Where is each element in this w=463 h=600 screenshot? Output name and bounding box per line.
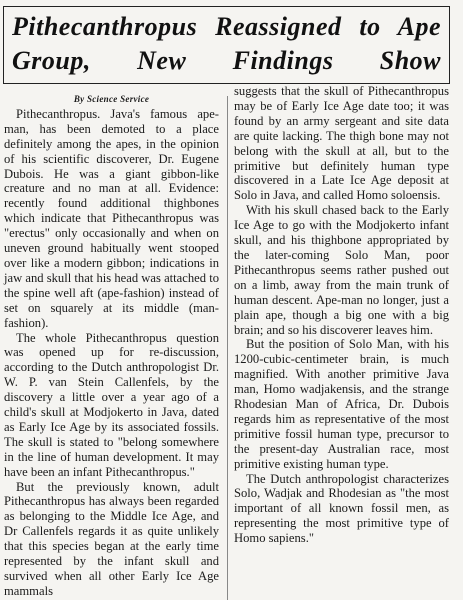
- paragraph: The Dutch anthropologist characterizes Solo, Wadjak and Rhodesian as "the most important of all known fossil men, as representing the most primitive type of Homo sapiens.": [234, 471, 449, 546]
- article-column-left: [4, 92, 219, 599]
- paragraph: Pithecanthropus. Java's famous ape-man, has been demoted to a place definitely among the apes, in the opinion of his scientific discoverer, Dr. Eugene Dubois. He was a giant gibbon-like creature and no man at all. Evidence: recently found additional thighbones which indicate that Pithecanthropus was "erectus" only occasionally and when on uneven ground habitually went stooped over like a modern gibbon; indications in jaw and skull that his head was attached to the spine well aft (ape-fashion) instead of set on squarely at its middle (man-fashion).: [4, 106, 219, 330]
- article-column-right: [234, 84, 449, 546]
- headline-box: [3, 6, 450, 84]
- paragraph: But the position of Solo Man, with his 1200-cubic-centimeter brain, is much magnified. With another primitive Java man, Homo wadjakensis, and the strange Rhodesian Man of Africa, Dr. Dubois regards him as representative of the most primitive fossil human type, precursor to the present-day Australian race, most primitive existing human type.: [234, 337, 449, 471]
- headline: Pithecanthropus Reassigned to Ape Group, New Findings Show: [12, 12, 441, 75]
- paragraph: The whole Pithecanthropus question was opened up for re-discussion, according to the Dutch anthropologist Dr. W. P. van Stein Callenfels, by the discovery a little over a year ago of a child's skull at Modjokerto in Java, dated as Early Ice Age by its associated fossils. The skull is stated to "belong somewhere in the line of human development. It may have been an infant Pithecanthropus.": [4, 330, 219, 479]
- column-divider: [227, 96, 228, 600]
- paragraph: But the previously known, adult Pithecanthropus has always been regarded as belonging to the Middle Ice Age, and Dr Callenfels regards it as quite unlikely that this species began at the early time represented by the infant skull and survived when all other Early Ice Age mammals: [4, 479, 219, 598]
- byline: By Science Service: [73, 94, 150, 104]
- paragraph: suggests that the skull of Pithecanthropus may be of Early Ice Age date too; it was found by an army sergeant and site data are quite lacking. The thigh bone may not belong with the skull at all, but to the primitive but definitely human type discovered in a Late Ice Age deposit at Solo in Java, and called Homo soloensis.: [234, 84, 449, 203]
- paragraph: With his skull chased back to the Early Ice Age to go with the Modjokerto infant skull, and his thighbone appropriated by the later-coming Solo Man, poor Pithecanthropus seems rather pushed out on a limb, away from the main trunk of human descent. Ape-man no longer, just a plain ape, though a big one with a big brain; and so his discoverer leaves him.: [234, 203, 449, 337]
